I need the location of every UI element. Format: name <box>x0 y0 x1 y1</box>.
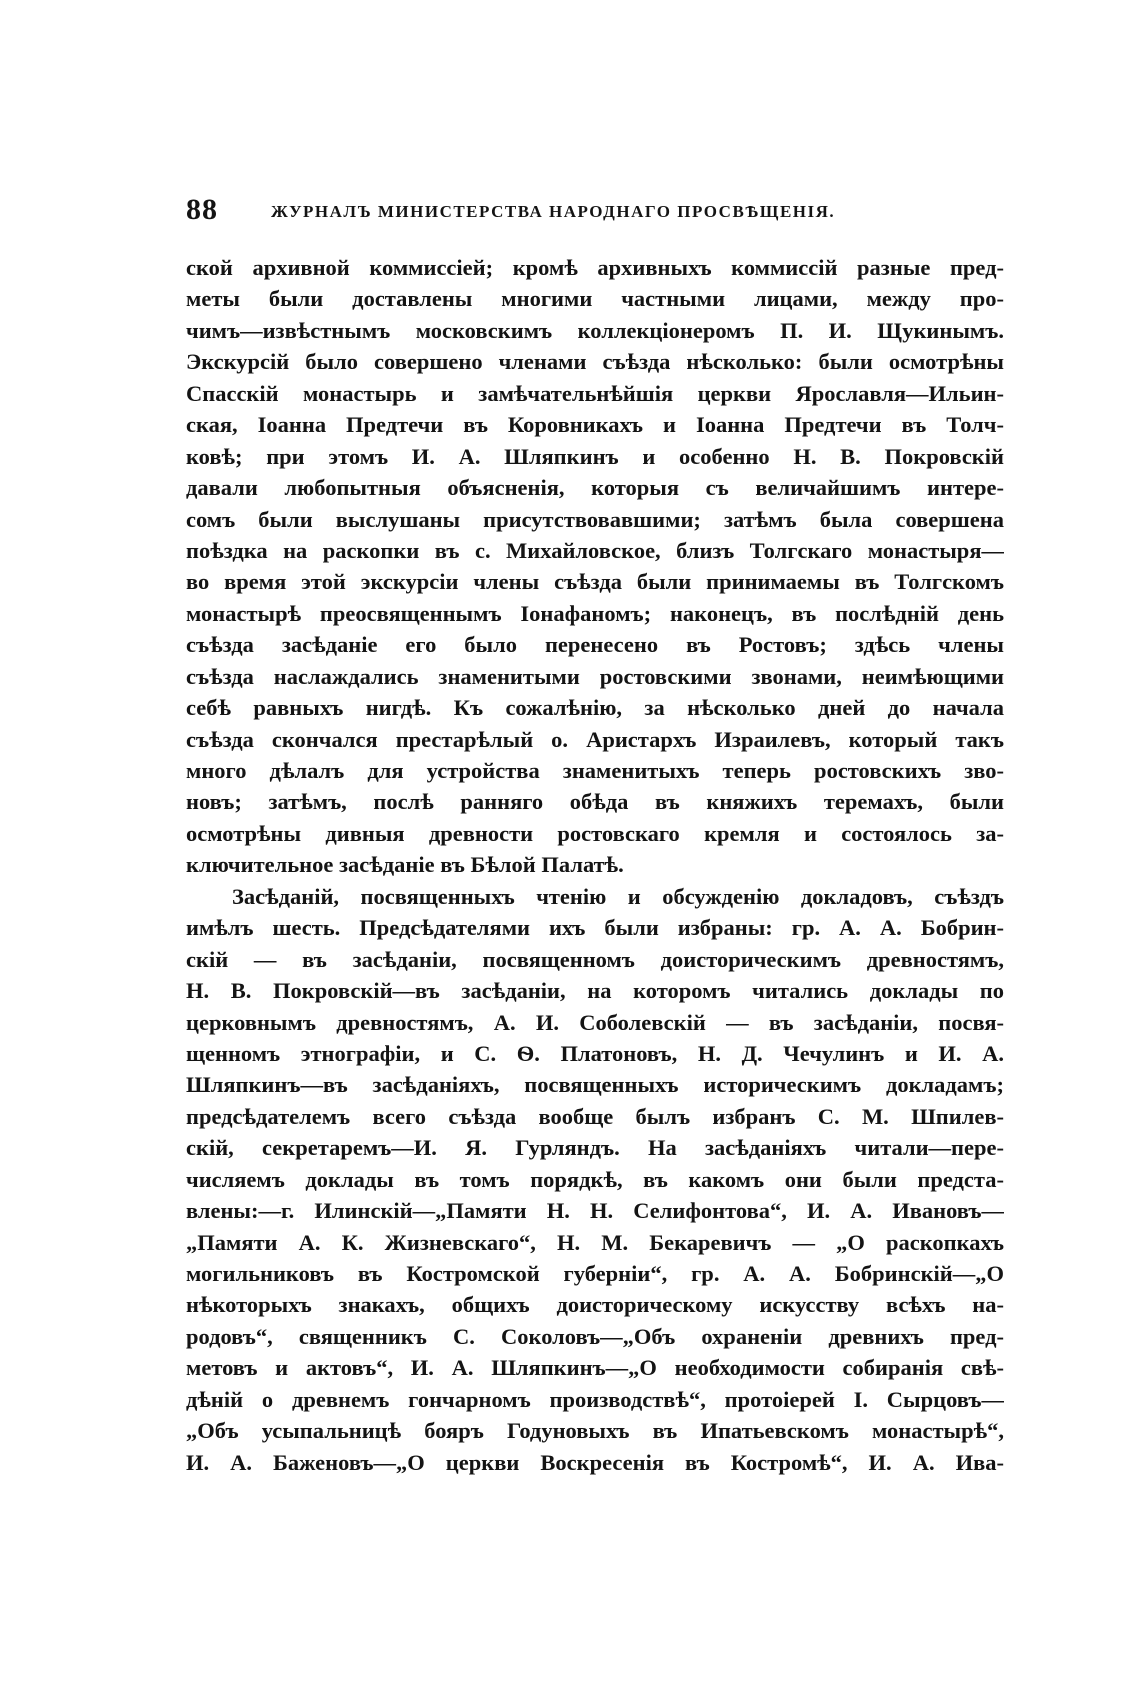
text-line: метовъ и актовъ“, И. А. Шляпкинъ—„О необходимости собиранія свѣ- <box>186 1355 1004 1381</box>
text-line: ской архивной коммиссіей; кромѣ архивныхъ коммиссій разные пред- <box>186 255 1004 280</box>
text-line: монастырѣ преосвященнымъ Іонафаномъ; наконецъ, въ послѣдній день <box>186 600 1004 626</box>
text-line: влены:—г. Илинскій—„Памяти Н. Н. Селифонтова“, И. А. Ивановъ— <box>186 1198 1004 1224</box>
text-line: скій, секретаремъ—И. Я. Гурляндъ. На засѣданіяхъ читали—пере- <box>186 1135 1004 1161</box>
text-line: нѣкоторыхъ знакахъ, общихъ доисторическому искусству всѣхъ на- <box>186 1292 1004 1318</box>
page-header <box>186 190 1006 230</box>
text-line: ская, Іоанна Предтечи въ Коровникахъ и Іоанна Предтечи въ Толч- <box>186 412 1004 438</box>
text-line: предсѣдателемъ всего съѣзда вообще былъ избранъ С. М. Шпилев- <box>186 1103 1004 1129</box>
text-line: съѣзда скончался престарѣлый о. Аристархъ Израилевъ, который такъ <box>186 726 1004 752</box>
text-line: могильниковъ въ Костромской губерніи“, гр. А. А. Бобринскій—„О <box>186 1261 1004 1286</box>
text-line: „Объ усыпальницѣ бояръ Годуновыхъ въ Ипатьевскомъ монастырѣ“, <box>186 1418 1004 1444</box>
text-line: Н. В. Покровскій—въ засѣданіи, на которомъ читались доклады по <box>186 978 1004 1004</box>
text-line: ковѣ; при этомъ И. А. Шляпкинъ и особенно Н. В. Покровскій <box>186 443 1004 469</box>
text-line: имѣлъ шесть. Предсѣдателями ихъ были избраны: гр. А. А. Бобрин- <box>186 915 1004 941</box>
text-line: Экскурсій было совершено членами съѣзда нѣсколько: были осмотрѣны <box>186 349 1004 375</box>
paragraph-first-line: Засѣданій, посвященныхъ чтенію и обсужденію докладовъ, съѣздъ <box>232 883 1004 909</box>
text-line: новъ; затѣмъ, послѣ ранняго обѣда въ княжихъ теремахъ, были <box>186 789 1004 815</box>
text-line: чимъ—извѣстнымъ московскимъ коллекціонеромъ П. И. Щукинымъ. <box>186 317 1004 343</box>
page-number: 88 <box>186 193 218 226</box>
text-line: себѣ равныхъ нигдѣ. Къ сожалѣнію, за нѣсколько дней до начала <box>186 695 1004 721</box>
text-line: дѣній о древнемъ гончарномъ производствѣ“, протоіерей І. Сырцовъ— <box>186 1386 1004 1412</box>
text-line: родовъ“, священникъ С. Соколовъ—„Объ охраненіи древнихъ пред- <box>186 1323 1004 1349</box>
text-line: сомъ были выслушаны присутствовавшими; затѣмъ была совершена <box>186 506 1004 532</box>
text-line: щенномъ этнографіи, и С. Ѳ. Платоновъ, Н. Д. Чечулинъ и И. А. <box>186 1040 1004 1066</box>
text-line: осмотрѣны дивныя древности ростовскаго кремля и состоялось за- <box>186 820 1004 846</box>
text-line: давали любопытныя объясненія, которыя съ величайшимъ интере- <box>186 475 1004 501</box>
text-line: Спасскій монастырь и замѣчательнѣйшія церкви Ярославля—Ильин- <box>186 380 1004 406</box>
text-line: меты были доставлены многими частными лицами, между про- <box>186 286 1004 312</box>
text-line: Шляпкинъ—въ засѣданіяхъ, посвященныхъ историческимъ докладамъ; <box>186 1072 1004 1098</box>
text-line: скій — въ засѣданіи, посвященномъ доисторическимъ древностямъ, <box>186 946 1004 972</box>
paragraph-last-line: ключительное засѣданіе въ Бѣлой Палатѣ. <box>186 852 624 878</box>
text-line: съѣзда засѣданіе его было перенесено въ Ростовъ; здѣсь члены <box>186 632 1004 658</box>
text-line: съѣзда наслаждались знаменитыми ростовскими звонами, неимѣющими <box>186 663 1004 689</box>
text-line: поѣздка на раскопки въ с. Михайловское, близъ Толгскаго монастыря— <box>186 537 1004 563</box>
page-body <box>186 252 1004 1478</box>
running-head: ЖУРНАЛЪ МИНИСТЕРСТВА НАРОДНАГО ПРОСВѢЩЕНІЯ. <box>271 202 836 221</box>
text-line: церковнымъ древностямъ, А. И. Соболевскій — въ засѣданіи, посвя- <box>186 1009 1004 1035</box>
text-line: числяемъ доклады въ томъ порядкѣ, въ какомъ они были предста- <box>186 1166 1004 1192</box>
text-line: во время этой экскурсіи члены съѣзда были принимаемы въ Толгскомъ <box>186 569 1004 595</box>
text-line: И. А. Баженовъ—„О церкви Воскресенія въ Костромѣ“, И. А. Ива- <box>186 1449 1004 1475</box>
text-line: много дѣлалъ для устройства знаменитыхъ теперь ростовскихъ зво- <box>186 758 1004 783</box>
text-line: „Памяти А. К. Жизневскаго“, Н. М. Бекаревичъ — „О раскопкахъ <box>186 1229 1004 1255</box>
